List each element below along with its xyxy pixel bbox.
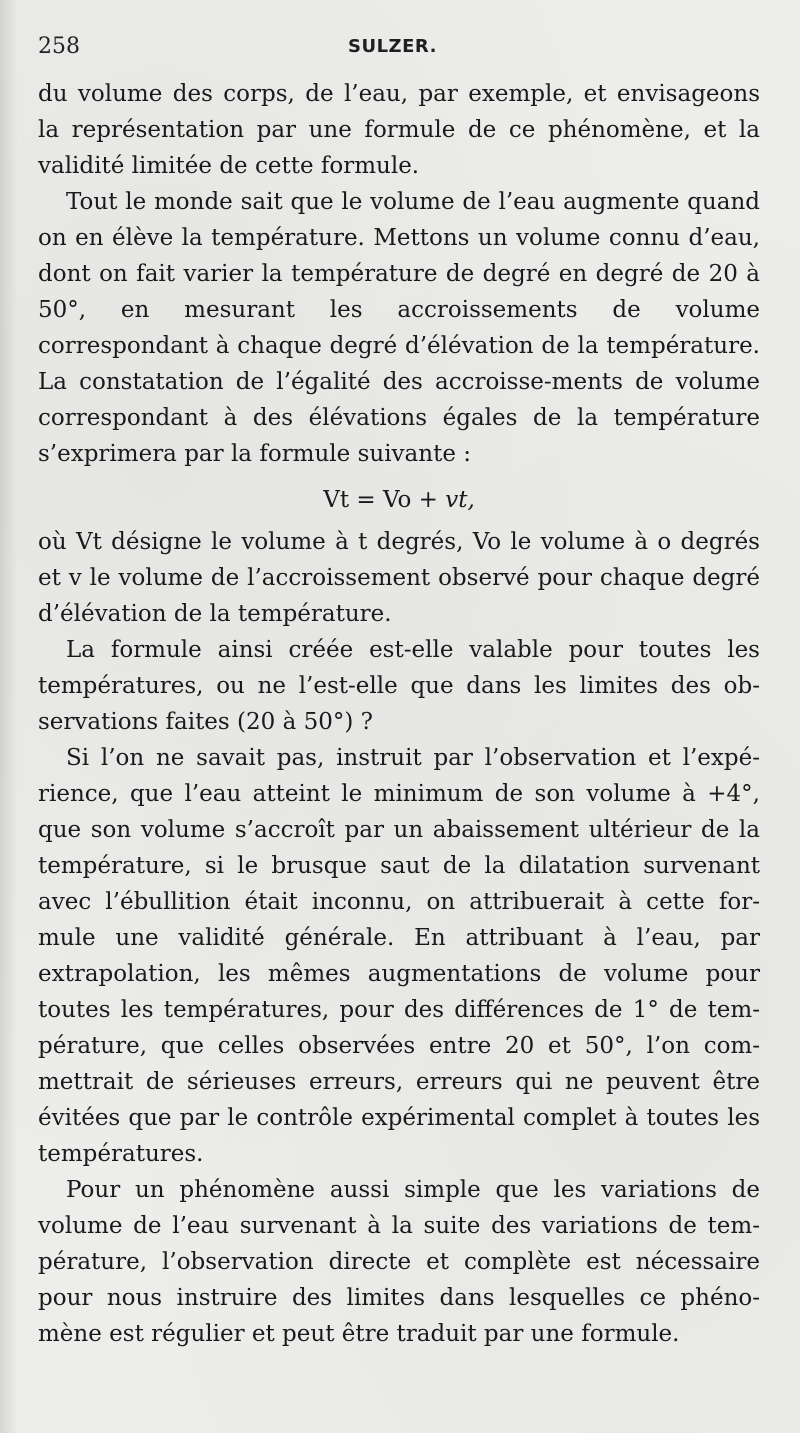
formula xyxy=(38,480,760,520)
body-text xyxy=(38,76,760,1352)
formula-equals: = xyxy=(349,487,383,513)
paragraph: Si l’on ne savait pas, instruit par l’observation et l’expé-rience, que l’eau atteint le minimum de son volume à +4°, que son volume s’accroît par un abaissement ultérieur de la température, si le brusque saut de la dilatation survenant avec l’ébullition était inconnu, on attribuerait à cette for-mule une validité générale. En attribuant à l’eau, par extrapolation, les mêmes augmentations de volume pour toutes les températures, pour des différences de 1° de tem-pérature, que celles observées entre 20 et 50°, l’on com-mettrait de sérieuses erreurs, erreurs qui ne peuvent être évitées que par le contrôle expérimental complet à toutes les températures. xyxy=(38,745,760,1167)
page-number: 258 xyxy=(38,34,80,59)
formula-plus: + xyxy=(411,487,446,513)
paragraph: Pour un phénomène aussi simple que les variations de volume de l’eau survenant à la suite des variations de tem-pérature, l’observation directe et complète est nécessaire pour nous instruire des limites dans lesquelles ce phéno-mène est régulier et peut être traduit par une formule. xyxy=(38,1177,760,1347)
paragraph-continued: du volume des corps, de l’eau, par exemple, et envisageons la représentation par une formule de ce phénomène, et la validité limitée de cette formule. xyxy=(38,81,760,179)
paragraph: où Vt désigne le volume à t degrés, Vo le volume à o degrés et v le volume de l’accroissement observé pour chaque degré d’élévation de la température. xyxy=(38,529,760,627)
formula-lhs: Vt xyxy=(323,487,350,513)
running-head: SULZER. xyxy=(348,36,437,57)
formula-rhs-b: vt, xyxy=(445,487,475,513)
paragraph: Tout le monde sait que le volume de l’eau augmente quand on en élève la température. Mettons un volume connu d’eau, dont on fait varier la température de degré en degré de 20 à 50°, en mesurant les accroissements de volume correspondant à chaque degré d’élévation de la température. La constatation de l’égalité des accroisse-ments de volume correspondant à des élévations égales de la température s’exprimera par la formule suivante : xyxy=(38,189,760,467)
formula-rhs-a: Vo xyxy=(382,487,412,513)
page-header xyxy=(38,34,760,62)
paragraph: La formule ainsi créée est-elle valable pour toutes les températures, ou ne l’est-elle que dans les limites des ob-servations faites (20 à 50°) ? xyxy=(38,637,760,735)
